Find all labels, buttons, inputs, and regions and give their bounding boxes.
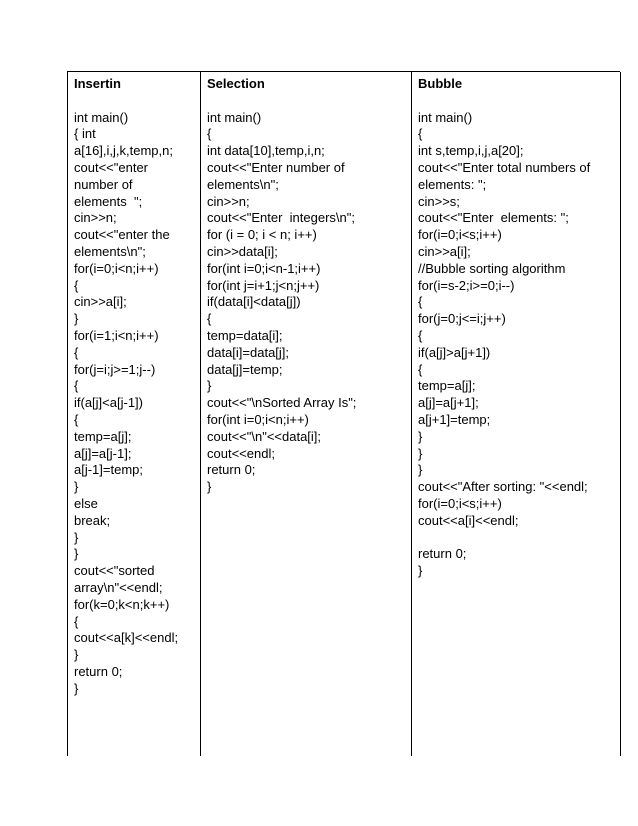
insertion-code-block xyxy=(74,110,194,698)
code-line: if(a[j]<a[j-1]) xyxy=(74,395,143,411)
code-line: { xyxy=(418,327,423,343)
code-line: { xyxy=(418,126,423,142)
code-line: } xyxy=(207,479,212,495)
code-line: int main() xyxy=(418,109,473,125)
code-line: if(a[j]>a[j+1]) xyxy=(418,344,491,360)
code-line: } xyxy=(418,563,423,579)
code-line: elements "; xyxy=(74,193,143,209)
code-line: cout<<"enter the xyxy=(74,227,170,243)
code-line: for (i = 0; i < n; i++) xyxy=(207,227,317,243)
selection-code-block xyxy=(207,110,405,496)
code-line: array\n"<<endl; xyxy=(74,579,163,595)
code-line: temp=data[i]; xyxy=(207,327,283,343)
column-header: Bubble xyxy=(418,76,463,91)
code-line: for(i=s-2;i>=0;i--) xyxy=(418,277,515,293)
code-line: int data[10],temp,i,n; xyxy=(207,143,325,159)
code-line: } xyxy=(74,546,79,562)
code-line: int s,temp,i,j,a[20]; xyxy=(418,143,524,159)
code-line: temp=a[j]; xyxy=(418,378,476,394)
code-line: for(int i=0;i<n-1;i++) xyxy=(207,260,321,276)
code-line: elements\n"; xyxy=(207,176,279,192)
bubble-column xyxy=(412,72,621,756)
code-line: cin>>n; xyxy=(74,210,117,226)
header-gap xyxy=(418,93,614,110)
code-line: int main() xyxy=(207,109,262,125)
code-line: a[j+1]=temp; xyxy=(418,411,491,427)
code-line: cout<<"Enter elements: "; xyxy=(418,210,569,226)
header-gap xyxy=(74,93,194,110)
code-line: } xyxy=(418,462,423,478)
code-line: for(k=0;k<n;k++) xyxy=(74,596,170,612)
column-header: Selection xyxy=(207,76,265,91)
code-line: } xyxy=(74,529,79,545)
code-line: } xyxy=(74,647,79,663)
code-line: return 0; xyxy=(74,663,123,679)
code-line: for(i=0;i<s;i++) xyxy=(418,495,502,511)
bubble-code-block xyxy=(418,110,614,580)
code-line: elements\n"; xyxy=(74,243,146,259)
code-line: cout<<"\n"<<data[i]; xyxy=(207,428,322,444)
code-line: cout<<"After sorting: "<<endl; xyxy=(418,479,588,495)
code-line: a[j]=a[j-1]; xyxy=(74,445,132,461)
code-line: cout<<"sorted xyxy=(74,563,155,579)
code-line: cout<<a[k]<<endl; xyxy=(74,630,179,646)
code-line: } xyxy=(418,445,423,461)
code-line: elements: "; xyxy=(418,176,487,192)
selection-column xyxy=(201,72,412,756)
code-line: cin>>s; xyxy=(418,193,460,209)
code-line: for(int i=0;i<n;i++) xyxy=(207,411,309,427)
code-line: } xyxy=(74,680,79,696)
code-comparison-table xyxy=(67,71,620,756)
code-line: { xyxy=(74,378,79,394)
code-line: { xyxy=(207,311,212,327)
code-line: a[16],i,j,k,temp,n; xyxy=(74,143,173,159)
insertion-column xyxy=(68,72,201,756)
code-line: { int xyxy=(74,126,96,142)
code-line: return 0; xyxy=(207,462,256,478)
code-line: cout<<"Enter total numbers of xyxy=(418,159,591,175)
code-line: cout<<"Enter integers\n"; xyxy=(207,210,355,226)
code-line: for(i=0;i<n;i++) xyxy=(74,260,159,276)
code-line: cin>>a[i]; xyxy=(74,294,127,310)
code-line: data[i]=data[j]; xyxy=(207,344,290,360)
code-line: number of xyxy=(74,176,133,192)
code-line xyxy=(418,530,614,547)
code-line: cout<<"enter xyxy=(74,159,149,175)
code-line: { xyxy=(418,294,423,310)
code-line: cout<<"Enter number of xyxy=(207,159,345,175)
code-line: { xyxy=(207,126,212,142)
code-line: cin>>a[i]; xyxy=(418,243,471,259)
code-line: cin>>data[i]; xyxy=(207,243,278,259)
code-line: a[j-1]=temp; xyxy=(74,462,144,478)
code-line: { xyxy=(74,613,79,629)
code-line: cout<<endl; xyxy=(207,445,275,461)
code-line: else xyxy=(74,495,98,511)
code-line: for(j=0;j<=i;j++) xyxy=(418,311,506,327)
code-line: { xyxy=(74,411,79,427)
code-line: } xyxy=(74,311,79,327)
code-line: for(i=1;i<n;i++) xyxy=(74,327,159,343)
code-line: cin>>n; xyxy=(207,193,250,209)
code-line: for(int j=i+1;j<n;j++) xyxy=(207,277,320,293)
code-line: temp=a[j]; xyxy=(74,428,132,444)
code-line: int main() xyxy=(74,109,129,125)
code-line: { xyxy=(74,344,79,360)
header-gap xyxy=(207,93,405,110)
code-line: if(data[i]<data[j]) xyxy=(207,294,301,310)
code-line: return 0; xyxy=(418,546,467,562)
code-line: a[j]=a[j+1]; xyxy=(418,395,479,411)
code-line: cout<<"\nSorted Array Is"; xyxy=(207,395,357,411)
column-header: Insertin xyxy=(74,76,121,91)
code-line: } xyxy=(418,428,423,444)
code-line: for(j=i;j>=1;j--) xyxy=(74,361,156,377)
code-line: //Bubble sorting algorithm xyxy=(418,260,566,276)
code-line: data[j]=temp; xyxy=(207,361,283,377)
code-line: { xyxy=(418,361,423,377)
code-line: break; xyxy=(74,512,111,528)
code-line: } xyxy=(207,378,212,394)
code-line: cout<<a[i]<<endl; xyxy=(418,512,519,528)
code-line: { xyxy=(74,277,79,293)
code-line: } xyxy=(74,479,79,495)
code-line: for(i=0;i<s;i++) xyxy=(418,227,502,243)
